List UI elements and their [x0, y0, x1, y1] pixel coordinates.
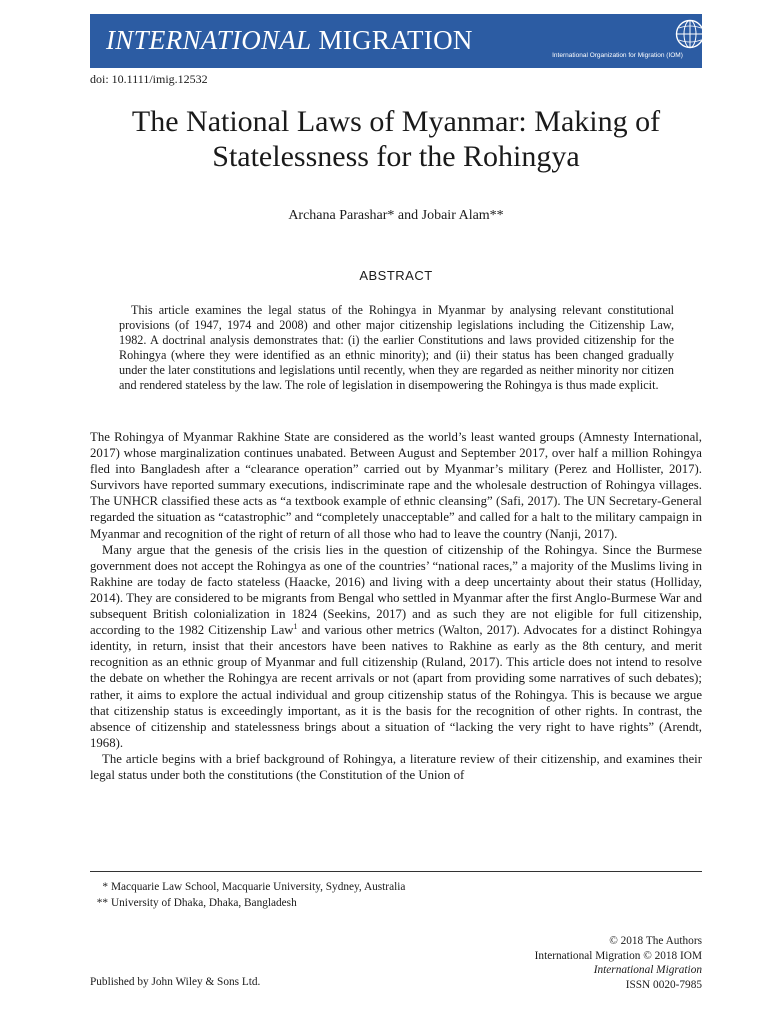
footnote-divider	[90, 871, 702, 872]
footnote-text: University of Dhaka, Dhaka, Bangladesh	[111, 896, 297, 909]
footnote-ref-1[interactable]: 1	[293, 622, 298, 632]
copyright-iom: International Migration © 2018 IOM	[534, 949, 702, 962]
footnote-mark: **	[96, 896, 108, 909]
body-paragraph-3: The article begins with a brief background of Rohingya, a literature review of their citizenship, and examines their legal status under both the constitutions (the Constitution of the Union of	[90, 751, 702, 782]
body-paragraph-1: The Rohingya of Myanmar Rakhine State are considered as the world’s least wanted groups (Amnesty International, 2017) whose marginalization continues unabated. Between August and September 2017, over half a million Rohingya fled into Bangladesh after a “clearance operation” carried out by Myanmar’s military (Perez and Hollister, 2017). Survivors have reported summary executions, indiscriminate rape and the wholesale destruction of Rohingya villages. The UNHCR classified these acts as “a textbook example of ethnic cleansing” (Safi, 2017). The UN Secretary-General regarded the situation as “catastrophic” and “completely unacceptable” and called for a halt to the military campaign in Myanmar and recognition of the right of return of all those who had to leave the country (Nanji, 2017).	[90, 430, 702, 541]
authors: Archana Parashar* and Jobair Alam**	[288, 208, 504, 223]
doi: doi: 10.1111/imig.12532	[90, 72, 208, 86]
journal-name: International Migration	[593, 964, 702, 977]
footnotes	[90, 880, 405, 911]
journal-banner	[90, 14, 702, 68]
abstract-text: This article examines the legal status of the Rohingya in Myanmar by analysing relevant constitutional provisions (of 1947, 1974 and 2008) and other major citizenship legislations including the Citizenship Law, 1982. A doctrinal analysis demonstrates that: (i) the earlier Constitutions and laws provided citizenship for the Rohingya (where they were identified as an ethnic minority); and (ii) their status has been changed gradually under the later constitutions and legislations until recently, when they are regarded as neither minority nor citizen and rendered stateless by the law. The role of legislation in disempowering the Rohingya is thus made explicit.	[119, 303, 674, 393]
iom-globe-logo-icon	[675, 19, 705, 49]
journal-title-plain: MIGRATION	[318, 25, 473, 55]
footnote-item	[90, 896, 405, 912]
footnote-text: Macquarie Law School, Macquarie University, Sydney, Australia	[111, 881, 406, 893]
body-paragraph-2	[90, 542, 702, 751]
publisher: Published by John Wiley & Sons Ltd.	[90, 976, 261, 988]
journal-title-italic: INTERNATIONAL	[106, 25, 312, 55]
footnote-mark: *	[102, 881, 108, 893]
article-title: The National Laws of Myanmar: Making of Statelessness for the Rohingya	[131, 105, 661, 173]
body-paragraph-2-part-b: and various other metrics (Walton, 2017). Advocates for a distinct Rohingya identity, in return, insist that their ancestors have been natives to Rakhine as early as the 8th century, and merit recognition as an ethnic group of Myanmar and full citizenship (Ruland, 2017). This article does not intend to resolve the debate on whether the Rohingya are recent arrivals or not (apart from providing some narratives of such debates); rather, it aims to explore the actual individual and group citizenship status of the Rohingya. This is because we argue that citizenship status is exceedingly important, as it is the basis for the recognition of other rights. In contrast, the absence of citizenship and statelessness brings about a situation of “lacking the very right to have rights” (Arendt, 1968).	[90, 623, 702, 750]
journal-title	[106, 25, 473, 56]
copyright-block	[535, 934, 702, 992]
iom-org-name: International Organization for Migration (IOM)	[552, 52, 683, 59]
article-body	[90, 429, 702, 783]
footnote-item	[90, 880, 405, 896]
issn: ISSN 0020-7985	[625, 978, 702, 991]
copyright-authors: © 2018 The Authors	[609, 935, 702, 947]
body-paragraph-2-part-a: Many argue that the genesis of the crisis lies in the question of citizenship of the Rohingya. Since the Burmese government does not accept the Rohingya as one of the countries’ “national races,” a majority of the Muslims living in Rakhine are today de facto stateless (Haacke, 2016) and living with a deep uncertainty about their status (Holliday, 2014). They are considered to be migrants from Bengal who settled in Myanmar after the first Anglo-Burmese War and subsequent British colonialization in 1824 (Seekins, 2017) and as such they are not eligible for full citizenship, according to the 1982 Citizenship Law	[90, 542, 702, 638]
abstract-heading: ABSTRACT	[359, 268, 433, 283]
